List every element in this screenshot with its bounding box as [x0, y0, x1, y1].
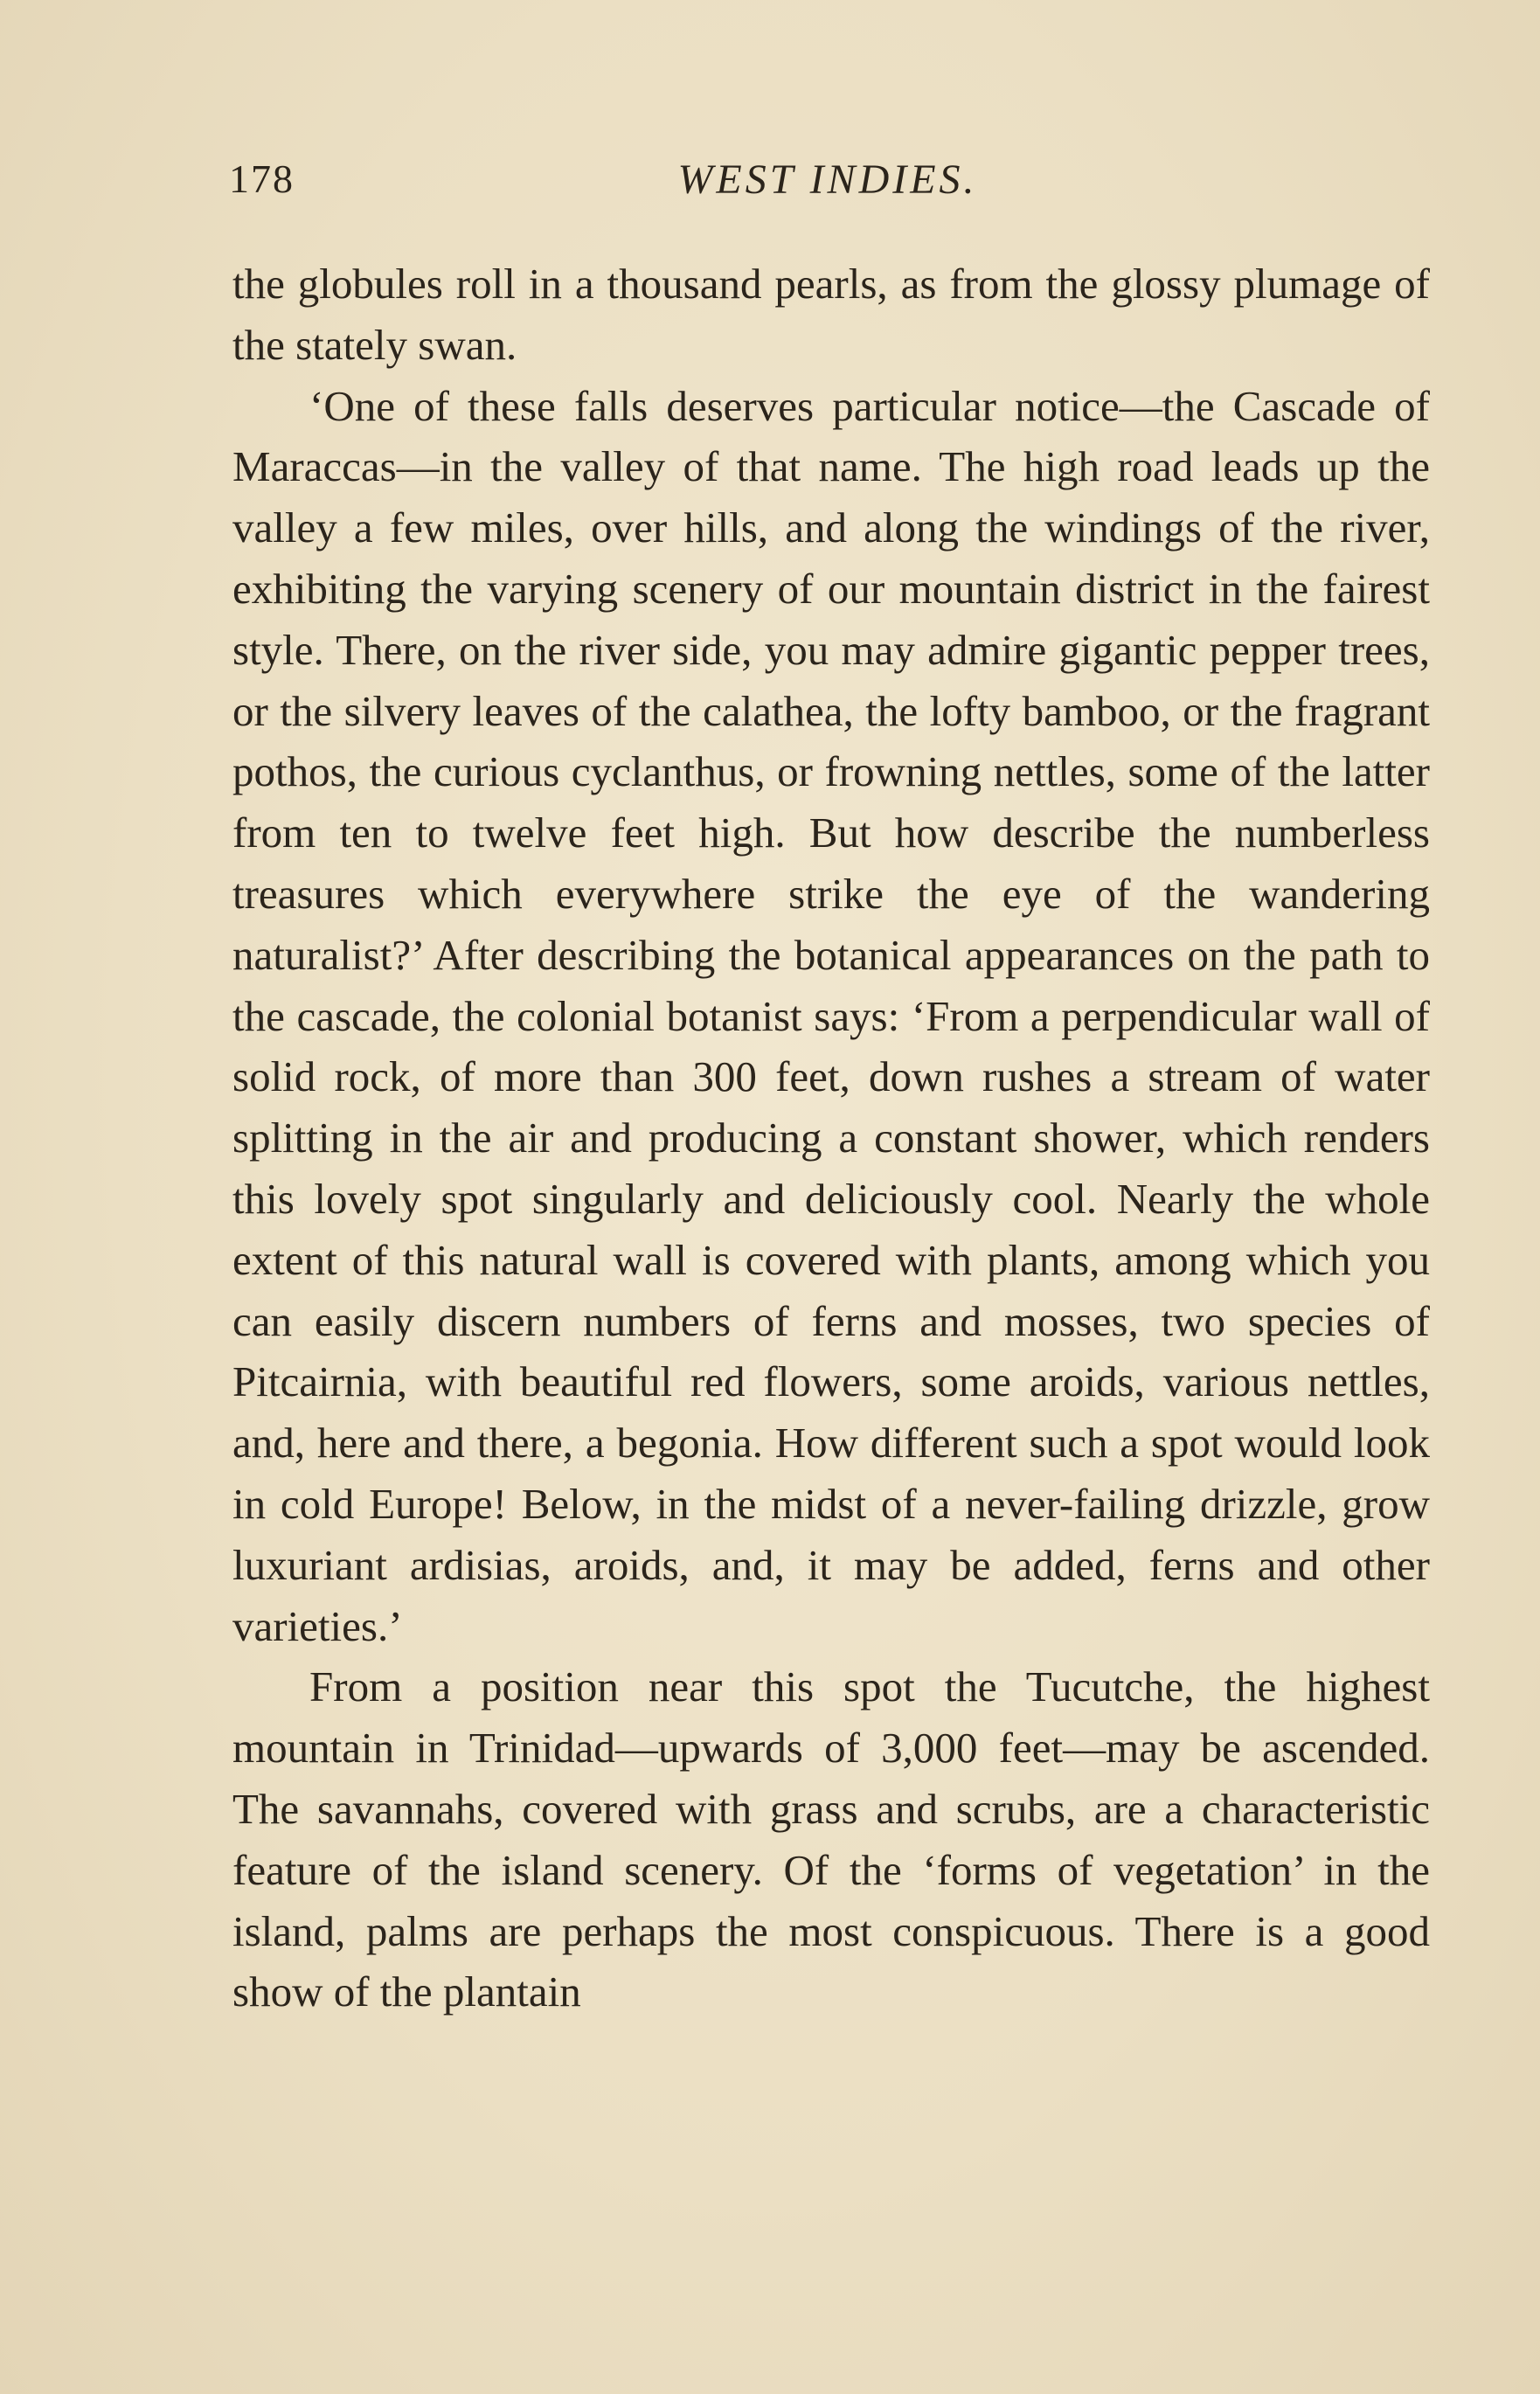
- running-title: WEST INDIES.: [677, 156, 978, 203]
- body-text: [232, 253, 1430, 2023]
- paragraph-tucutche: From a position near this spot the Tucutche, the highest mountain in Trinidad—upwards of 3,000 feet—may be ascended. The savannahs, covered with grass and scrubs, are a characteristic feature of the island scenery. Of the ‘forms of vegetation’ in the island, palms are perhaps the most conspicuous. There is a good show of the plantain: [232, 1662, 1430, 2016]
- page-number: 178: [229, 156, 295, 201]
- paragraph-continuation: the globules roll in a thousand pearls, as from the glossy plumage of the stately swan.: [232, 260, 1430, 369]
- paragraph-cascade-quote: ‘One of these falls deserves particular notice—the Cascade of Maraccas—in the valley of that name. The high road leads up the valley a few miles, over hills, and along the windings of the river, exhibiting the varying scenery of our mountain district in the fairest style. There, on the river side, you may admire gigantic pepper trees, or the silvery leaves of the calathea, the lofty bamboo, or the fragrant pothos, the curious cyclanthus, or frowning nettles, some of the latter from ten to twelve feet high. But how describe the numberless treasures which everywhere strike the eye of the wandering naturalist?’ After describing the botanical appearances on the path to the cascade, the colonial botanist says: ‘From a perpendicular wall of solid rock, of more than 300 feet, down rushes a stream of water splitting in the air and producing a constant shower, which renders this lovely spot singularly and deliciously cool. Nearly the whole extent of this natural wall is covered with plants, among which you can easily discern numbers of ferns and mosses, two species of Pitcairnia, with beautiful red flowers, some aroids, various nettles, and, here and there, a begonia. How different such a spot would look in cold Europe! Below, in the midst of a never-failing drizzle, grow luxuriant ardisias, aroids, and, it may be added, ferns and other varieties.’: [232, 381, 1430, 1650]
- page-header: [229, 156, 1426, 217]
